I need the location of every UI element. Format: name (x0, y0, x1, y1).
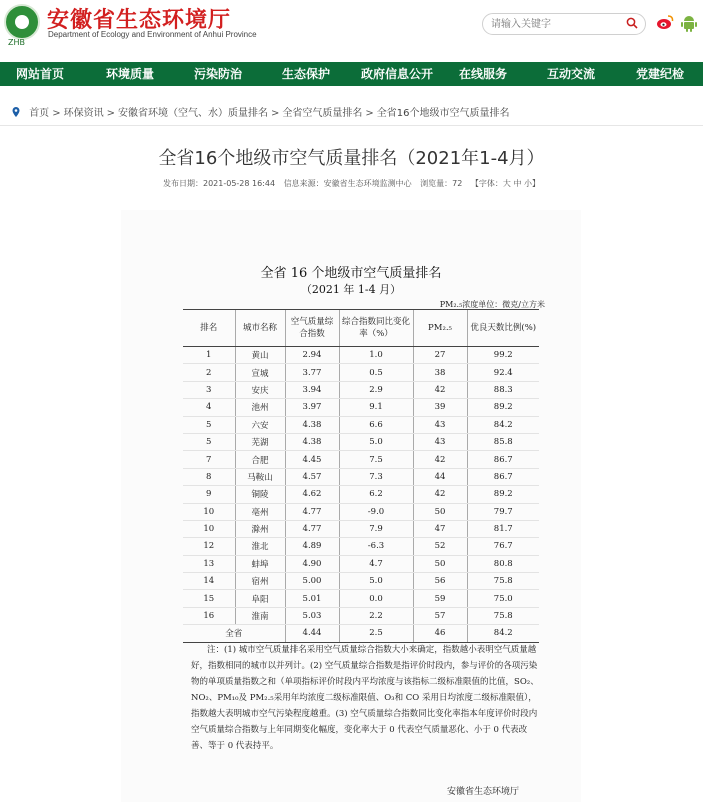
social-icons (656, 14, 700, 36)
table-cell: 7.5 (339, 451, 413, 468)
table-cell: 2.5 (339, 625, 413, 642)
table-cell: 42 (413, 381, 467, 398)
table-cell: 4.45 (285, 451, 339, 468)
table-cell: 59 (413, 590, 467, 607)
table-cell: 38 (413, 364, 467, 381)
table-cell: 7 (183, 451, 235, 468)
search-box (482, 13, 646, 35)
breadcrumb-news[interactable]: 环保资讯 (63, 108, 104, 119)
table-row (183, 347, 539, 364)
article-title: 全省16个地级市空气质量排名（2021年1-4月） (158, 148, 545, 169)
table-cell: 5.0 (339, 433, 413, 450)
table-cell: 蚌埠 (235, 555, 285, 572)
table-row (183, 486, 539, 503)
table-cell: 3.77 (285, 364, 339, 381)
nav-item-pollution-control[interactable]: 污染防治 (194, 67, 243, 81)
view-count: 浏览量：72 (420, 179, 463, 188)
table-row (183, 468, 539, 485)
total-label: 全省 (183, 625, 285, 642)
table-cell: 47 (413, 520, 467, 537)
table-row (183, 538, 539, 555)
nav-item-interaction[interactable]: 互动交流 (547, 67, 596, 81)
table-cell: 4.90 (285, 555, 339, 572)
table-cell: 安庆 (235, 381, 285, 398)
table-row (183, 520, 539, 537)
document-subtitle: （2021 年 1-4 月） (300, 283, 402, 296)
table-cell: 84.2 (467, 625, 539, 642)
breadcrumb-home[interactable]: 首页 (29, 108, 50, 119)
table-cell: 86.7 (467, 468, 539, 485)
breadcrumb-current: 全省16个地级市空气质量排名 (376, 108, 510, 119)
publish-date: 发布日期：2021-05-28 16:44 (162, 179, 276, 188)
table-cell: 宿州 (235, 573, 285, 590)
header-city: 城市名称 (235, 310, 285, 347)
table-cell: 44 (413, 468, 467, 485)
table-cell: 50 (413, 555, 467, 572)
search-icon[interactable] (626, 17, 638, 29)
table-cell: 2 (183, 364, 235, 381)
table-cell: 铜陵 (235, 486, 285, 503)
table-cell: 76.7 (467, 538, 539, 555)
table-cell: 4.7 (339, 555, 413, 572)
table-cell: 9 (183, 486, 235, 503)
table-cell: 57 (413, 607, 467, 624)
site-subtitle: Department of Ecology and Environment of Anhui Province (48, 30, 257, 39)
table-cell: 43 (413, 416, 467, 433)
table-cell: 淮北 (235, 538, 285, 555)
table-cell: 6.2 (339, 486, 413, 503)
info-source: 信息来源：安徽省生态环境监测中心 (283, 179, 412, 188)
table-cell: 1 (183, 347, 235, 364)
header-change-rate: 综合指数同比变化率（%） (339, 310, 413, 347)
table-cell: 8 (183, 468, 235, 485)
breadcrumb-separator: > (52, 108, 61, 119)
table-cell: 3.97 (285, 399, 339, 416)
table-cell: 7.3 (339, 468, 413, 485)
table-cell: 4.38 (285, 433, 339, 450)
table-cell: 46 (413, 625, 467, 642)
total-row (183, 625, 539, 642)
weibo-icon[interactable] (656, 14, 674, 34)
table-row (183, 451, 539, 468)
nav-item-ecology-protection[interactable]: 生态保护 (282, 67, 331, 81)
table-row (183, 364, 539, 381)
breadcrumb (12, 104, 692, 120)
site-header (0, 0, 703, 62)
table-cell: 6.6 (339, 416, 413, 433)
table-cell: 5 (183, 433, 235, 450)
table-cell: 5.00 (285, 573, 339, 590)
breadcrumb-separator: > (106, 108, 115, 119)
header-composite-index: 空气质量综合指数 (285, 310, 339, 347)
header-pm25: PM₂.₅ (413, 310, 467, 347)
table-cell: 88.3 (467, 381, 539, 398)
table-cell: 宣城 (235, 364, 285, 381)
document-signature: 安徽省生态环境厅 (446, 787, 519, 797)
table-cell: 50 (413, 503, 467, 520)
table-cell: 12 (183, 538, 235, 555)
table-cell: 3 (183, 381, 235, 398)
document-title: 全省 16 个地级市空气质量排名 (260, 266, 442, 281)
table-cell: 86.7 (467, 451, 539, 468)
table-cell: 4.44 (285, 625, 339, 642)
table-cell: 5 (183, 416, 235, 433)
table-cell: 52 (413, 538, 467, 555)
table-row (183, 573, 539, 590)
table-cell: 4.62 (285, 486, 339, 503)
table-cell: 0.0 (339, 590, 413, 607)
table-cell: 16 (183, 607, 235, 624)
table-cell: 阜阳 (235, 590, 285, 607)
location-pin-icon (12, 107, 20, 117)
site-title[interactable]: 安徽省生态环境厅 (47, 8, 232, 33)
table-cell: 马鞍山 (235, 468, 285, 485)
table-cell: 56 (413, 573, 467, 590)
site-logo[interactable] (4, 4, 40, 40)
table-cell: 85.8 (467, 433, 539, 450)
breadcrumb-quality-ranking[interactable]: 安徽省环境（空气、水）质量排名 (117, 108, 268, 119)
table-cell: 黄山 (235, 347, 285, 364)
table-cell: 80.8 (467, 555, 539, 572)
nav-item-environment-quality[interactable]: 环境质量 (106, 67, 155, 81)
header-good-days-ratio: 优良天数比例(%) (467, 310, 539, 347)
table-cell: 7.9 (339, 520, 413, 537)
table-cell: 99.2 (467, 347, 539, 364)
table-cell: 2.2 (339, 607, 413, 624)
table-cell: 43 (413, 433, 467, 450)
table-cell: 淮南 (235, 607, 285, 624)
divider (0, 125, 703, 126)
nav-item-party-building[interactable]: 党建纪检 (636, 67, 685, 81)
ranking-table (183, 309, 539, 643)
table-cell: 42 (413, 486, 467, 503)
table-row (183, 399, 539, 416)
search-input[interactable] (491, 17, 611, 31)
table-cell: 14 (183, 573, 235, 590)
table-cell: 1.0 (339, 347, 413, 364)
table-cell: 84.2 (467, 416, 539, 433)
table-cell: 92.4 (467, 364, 539, 381)
table-cell: 27 (413, 347, 467, 364)
table-cell: 75.8 (467, 607, 539, 624)
table-row (183, 381, 539, 398)
table-cell: 89.2 (467, 486, 539, 503)
table-cell: 5.03 (285, 607, 339, 624)
table-cell: 4 (183, 399, 235, 416)
table-cell: 4.77 (285, 520, 339, 537)
table-cell: 池州 (235, 399, 285, 416)
header-rank: 排名 (183, 310, 235, 347)
table-cell: 2.94 (285, 347, 339, 364)
table-row (183, 607, 539, 624)
table-cell: 13 (183, 555, 235, 572)
table-cell: 89.2 (467, 399, 539, 416)
table-cell: 5.0 (339, 573, 413, 590)
table-cell: 合肥 (235, 451, 285, 468)
table-row (183, 433, 539, 450)
table-header-row (183, 310, 539, 347)
table-cell: 10 (183, 503, 235, 520)
table-cell: 4.89 (285, 538, 339, 555)
main-nav (0, 62, 703, 86)
article-meta (0, 178, 703, 189)
table-cell: 4.57 (285, 468, 339, 485)
table-cell: 六安 (235, 416, 285, 433)
table-cell: 15 (183, 590, 235, 607)
table-cell: 79.7 (467, 503, 539, 520)
breadcrumb-separator: > (270, 108, 280, 119)
table-cell: 39 (413, 399, 467, 416)
nav-item-government-info[interactable]: 政府信息公开 (361, 67, 434, 81)
table-cell: 10 (183, 520, 235, 537)
breadcrumb-air-ranking[interactable]: 全省空气质量排名 (282, 108, 363, 119)
table-cell: 0.5 (339, 364, 413, 381)
table-row (183, 416, 539, 433)
table-cell: 9.1 (339, 399, 413, 416)
table-cell: 81.7 (467, 520, 539, 537)
table-cell: 5.01 (285, 590, 339, 607)
table-row (183, 555, 539, 572)
table-cell: 75.0 (467, 590, 539, 607)
nav-item-online-service[interactable]: 在线服务 (459, 67, 508, 81)
table-cell: 亳州 (235, 503, 285, 520)
table-cell: 滁州 (235, 520, 285, 537)
document-image (121, 210, 581, 802)
table-cell: 2.9 (339, 381, 413, 398)
document-notes: 注：(1) 城市空气质量排名采用空气质量综合指数大小来确定，指数越小表明空气质量越好，指数相同的城市以并列计。(2) 空气质量综合指数是指评价时段内，参与评价的各项污染物的单项质量指数之和（单项指标评价时段内平均浓度与该指标二级标准限值的比值，SO₂、NO₂、PM₁₀及 PM₂.₅采用年均浓度二级标准限值、O₃和 CO 采用日均浓度二级标准限值），指数越大表明城市空气污染程度越重。(3) 空气质量综合指数同比变化率指本年度评价时段内空气质量综合指数与上年同期变化幅度，变化率大于 0 代表空气质量恶化、小于 0 代表改善、等于 0 代表持平。 (191, 645, 539, 751)
table-cell: 75.8 (467, 573, 539, 590)
table-row (183, 590, 539, 607)
logo-text: ZHB (8, 38, 25, 47)
table-cell: 4.38 (285, 416, 339, 433)
table-cell: 42 (413, 451, 467, 468)
nav-item-home[interactable]: 网站首页 (16, 67, 65, 81)
table-cell: -9.0 (339, 503, 413, 520)
android-icon[interactable] (681, 14, 697, 36)
table-cell: 3.94 (285, 381, 339, 398)
breadcrumb-separator: > (365, 108, 374, 119)
table-cell: -6.3 (339, 538, 413, 555)
table-cell: 4.77 (285, 503, 339, 520)
table-cell: 芜湖 (235, 433, 285, 450)
font-size-switch[interactable]: 【字体：大 中 小】 (470, 179, 540, 188)
unit-label: PM₂.₅浓度单位：微克/立方米 (439, 300, 545, 309)
table-row (183, 503, 539, 520)
